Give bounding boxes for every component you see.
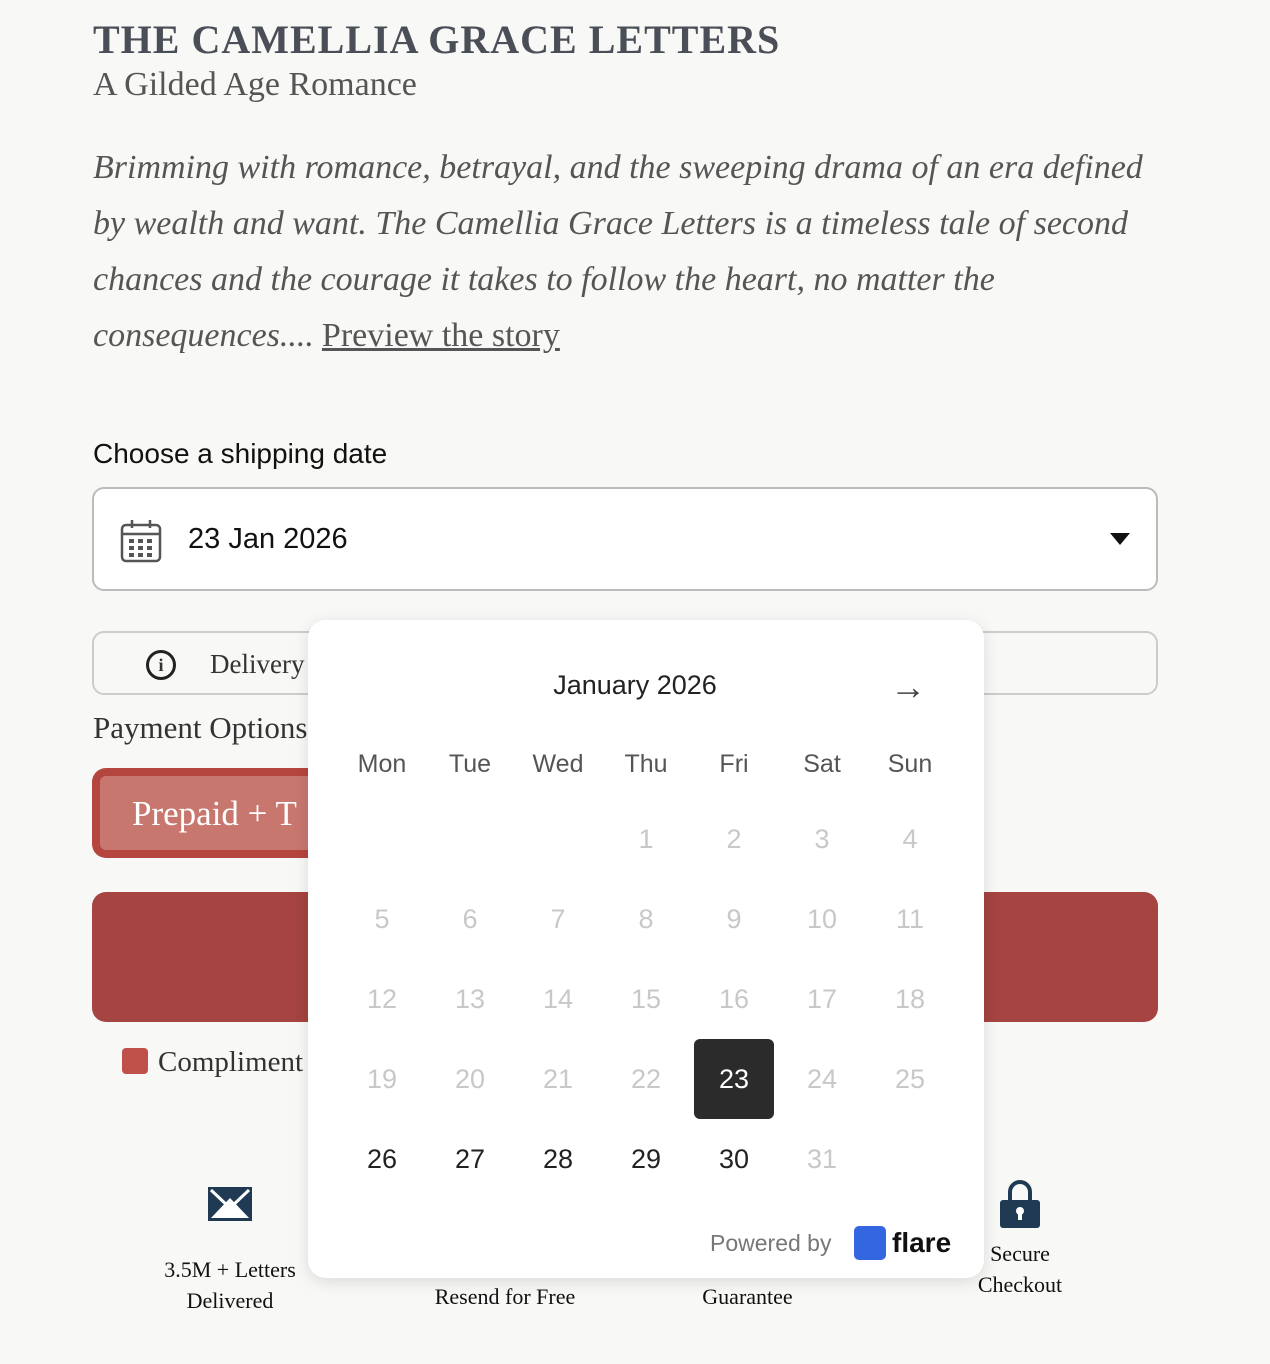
calendar-day: 16 [718,984,750,1014]
calendar-day: 31 [806,1144,838,1174]
calendar-day: 13 [454,984,486,1014]
calendar-day: 7 [550,904,566,934]
envelope-icon [207,1186,253,1222]
calendar-day: 20 [454,1064,486,1094]
feature-line: Checkout [977,1272,1063,1297]
preview-link[interactable]: Preview the story [321,317,560,354]
complimentary-text: Compliment [158,1046,303,1078]
calendar-day: 3 [814,824,830,854]
calendar-day: 10 [806,904,838,934]
calendar-day: 6 [462,904,478,934]
date-picker-popup [308,620,984,1278]
product-description [93,140,1183,364]
feature-resend [400,1281,610,1312]
flare-calendar-icon [854,1226,886,1260]
calendar-icon [120,519,162,563]
calendar-day: 18 [894,984,926,1014]
weekday-header: Wed [532,750,584,778]
calendar-day: 21 [542,1064,574,1094]
calendar-day[interactable]: 26 [366,1144,398,1174]
calendar-day[interactable]: 30 [718,1144,750,1174]
calendar-day: 4 [902,824,918,854]
calendar-day: 19 [366,1064,398,1094]
selected-date: 23 Jan 2026 [188,523,348,555]
gift-icon [122,1048,148,1074]
shipping-date-select[interactable] [92,487,1158,591]
calendar-day: 11 [895,904,925,934]
feature-line: Delivered [186,1288,274,1313]
calendar-day: 15 [630,984,662,1014]
calendar-day: 1 [638,824,654,854]
calendar-day: 17 [806,984,838,1014]
calendar-day[interactable]: 28 [542,1144,574,1174]
calendar-day: 24 [806,1064,838,1094]
weekday-header: Mon [357,750,407,778]
product-subtitle: A Gilded Age Romance [93,66,417,103]
complimentary-note [122,1046,303,1079]
shipping-date-label: Choose a shipping date [93,438,388,469]
description-text: Brimming with romance, betrayal, and the sweeping drama of an era defined by wealth and want. The Camellia Grace Letters is a timeless tale of second chances and the courage it takes to follow the heart, no matter the consequences.... [93,149,1143,354]
weekday-header: Sun [887,750,933,778]
payment-options-label: Payment Options [93,710,308,745]
calendar-day: 8 [638,904,654,934]
calendar-day[interactable]: 29 [630,1144,662,1174]
feature-line: 3.5M + Letters [164,1257,296,1282]
calendar-day: 25 [894,1064,926,1094]
weekday-header: Sat [803,750,841,778]
calendar-day: 2 [726,824,742,854]
calendar-day: 9 [726,904,742,934]
calendar-day-selected[interactable]: 23 [694,1039,774,1119]
product-title: THE CAMELLIA GRACE LETTERS [93,17,781,62]
weekday-header: Fri [719,750,749,778]
dropdown-caret-icon [1110,533,1130,545]
feature-guarantee [650,1281,845,1312]
feature-line: Resend for Free [434,1284,576,1309]
delivery-text: Delivery [210,649,305,679]
calendar-day[interactable]: 27 [454,1144,486,1174]
info-icon: i [146,650,176,680]
calendar-month-title: January 2026 [553,670,717,700]
flare-brand: flare [892,1227,952,1258]
next-month-arrow-icon[interactable]: → [890,666,926,707]
lock-icon [998,1180,1042,1228]
feature-line: Guarantee [702,1284,793,1309]
weekday-header: Tue [448,750,492,778]
powered-by-text: Powered by [710,1230,832,1256]
calendar-day: 5 [374,904,390,934]
calendar-day: 22 [630,1064,662,1094]
feature-letters-delivered [130,1186,330,1316]
calendar-day: 12 [366,984,398,1014]
flare-logo [854,1226,951,1260]
weekday-header: Thu [624,750,668,778]
calendar-day: 14 [542,984,574,1014]
payment-option-label: Prepaid + T [100,776,384,850]
feature-line: Secure [990,1241,1050,1266]
